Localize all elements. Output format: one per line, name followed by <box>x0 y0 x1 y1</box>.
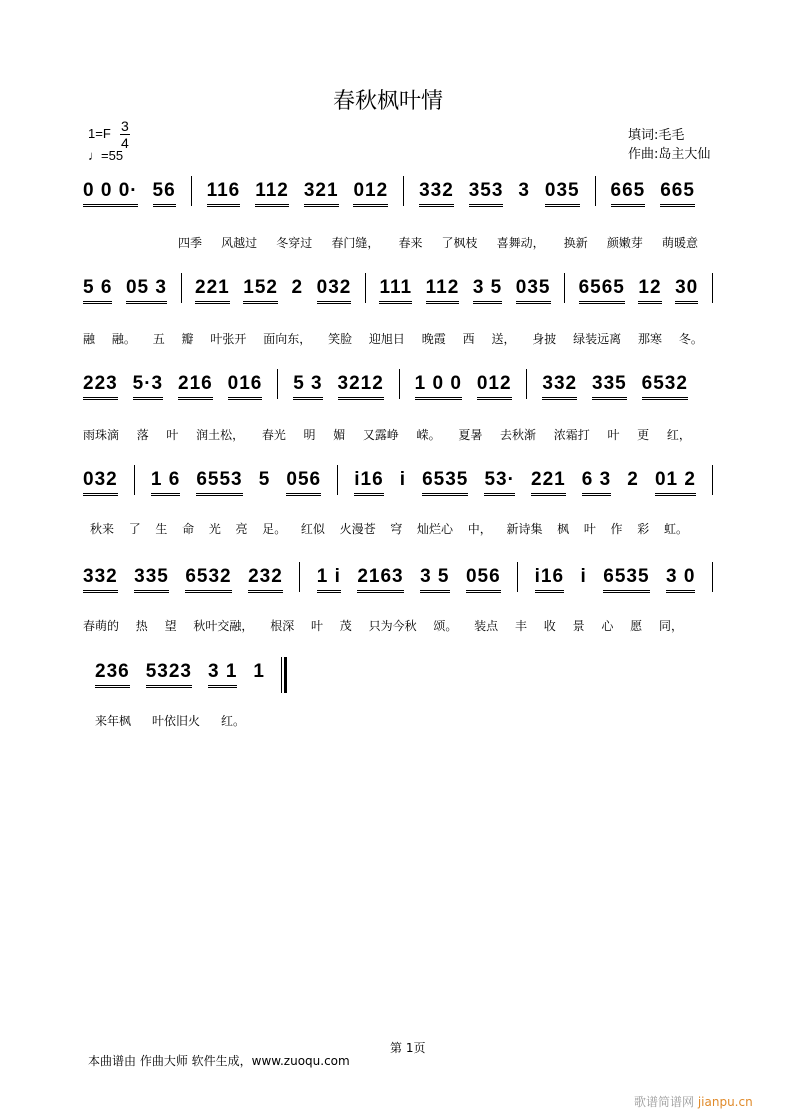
barline <box>517 562 518 592</box>
lyric: 只为今秋 <box>368 619 417 633</box>
notation-row <box>95 661 287 687</box>
lyric: 融。 <box>111 332 136 346</box>
barline <box>595 176 596 206</box>
note-group: 321 <box>304 180 339 207</box>
lyric: 根深 <box>270 619 295 633</box>
lyric: 足。 <box>262 522 287 536</box>
lyric: 亮 <box>235 522 248 536</box>
lyric: 萌暖意 <box>661 236 698 250</box>
lyric: 叶 <box>607 428 620 442</box>
barline <box>365 273 366 303</box>
notation-row <box>83 277 713 303</box>
lyric: 融 <box>83 332 96 346</box>
lyric: 迎旭日 <box>368 332 405 346</box>
note-group: 56 <box>153 180 176 207</box>
note-group: 0 0 0· <box>83 180 138 207</box>
lyric: 叶依旧火 <box>151 714 200 728</box>
note-group: 6553 <box>196 469 242 496</box>
lyric: 冬。 <box>678 332 703 346</box>
credits <box>628 126 710 164</box>
note-group: 05 3 <box>126 277 167 304</box>
barline <box>564 273 565 303</box>
lyric: 又露峥 <box>362 428 399 442</box>
lyric: 笑脸 <box>328 332 353 346</box>
note-group: 353 <box>469 180 504 207</box>
lyric: 西 <box>462 332 475 346</box>
note-group: 332 <box>83 566 118 593</box>
note-group: 032 <box>83 469 118 496</box>
notation-row <box>83 566 713 592</box>
note-group: 1 6 <box>151 469 180 496</box>
barline <box>191 176 192 206</box>
note-group: 3 1 <box>208 661 237 688</box>
lyrics-row <box>178 234 698 251</box>
lyric: 秋叶交融， <box>193 619 254 633</box>
note-group: 2163 <box>357 566 403 593</box>
note-group: 5 <box>258 469 271 490</box>
note-group: 056 <box>466 566 501 593</box>
lyric: 热 <box>135 619 148 633</box>
note-group: 6565 <box>579 277 625 304</box>
note-group: 5 3 <box>293 373 322 400</box>
lyrics-row <box>95 712 245 729</box>
note-group: 3 0 <box>666 566 695 593</box>
barline <box>134 465 135 495</box>
lyric: 同， <box>658 619 683 633</box>
note-group: i16 <box>535 566 564 593</box>
lyric: 收 <box>543 619 556 633</box>
note-group: 3 5 <box>420 566 449 593</box>
lyric: 春光 <box>261 428 286 442</box>
lyric: 瓣 <box>181 332 194 346</box>
barline <box>337 465 338 495</box>
lyric: 彩 <box>637 522 650 536</box>
lyric: 作 <box>610 522 623 536</box>
lyricist: 填词:毛毛 <box>628 128 685 143</box>
note-group: 032 <box>317 277 352 304</box>
note-group: 30 <box>675 277 698 304</box>
lyric: 中， <box>467 522 492 536</box>
note-group: 12 <box>638 277 661 304</box>
note-group: i <box>580 566 587 587</box>
lyric: 面向东， <box>263 332 312 346</box>
lyric: 风越过 <box>221 236 258 250</box>
lyric: 愿 <box>630 619 643 633</box>
note-group: 335 <box>134 566 169 593</box>
note-group: 6 3 <box>582 469 611 496</box>
notation-row <box>83 180 695 206</box>
note-group: 01 2 <box>655 469 696 496</box>
lyric: 叶张开 <box>210 332 247 346</box>
lyric: 生 <box>155 522 168 536</box>
lyrics-row <box>83 617 683 634</box>
lyric: 颜嫩芽 <box>606 236 643 250</box>
lyric: 光 <box>208 522 221 536</box>
note-group: 035 <box>516 277 551 304</box>
lyric: 晚霞 <box>421 332 446 346</box>
note-group: 332 <box>542 373 577 400</box>
note-group: 2 <box>291 277 304 298</box>
note-group: 6532 <box>642 373 688 400</box>
note-group: 6532 <box>185 566 231 593</box>
note-group: 2 <box>627 469 639 490</box>
note-group: 5323 <box>146 661 192 688</box>
notation-row <box>83 373 688 399</box>
lyrics-row <box>83 330 703 347</box>
song-title: 春秋枫叶情 <box>332 89 443 114</box>
key-signature: 1=F <box>88 126 111 141</box>
lyric: 明 <box>303 428 316 442</box>
barline <box>712 562 713 592</box>
barline <box>277 369 278 399</box>
lyric: 秋来 <box>90 522 115 536</box>
tempo-marking <box>88 148 123 163</box>
lyric: 红。 <box>220 714 245 728</box>
barline <box>399 369 400 399</box>
barline <box>712 465 713 495</box>
note-group: 1 0 0 <box>415 373 462 400</box>
lyric: 望 <box>164 619 177 633</box>
final-barline <box>281 657 287 693</box>
lyric: 媚 <box>333 428 346 442</box>
lyric: 命 <box>182 522 195 536</box>
lyric: 叶 <box>166 428 179 442</box>
lyric: 来年枫 <box>95 714 132 728</box>
lyric: 润土松， <box>196 428 245 442</box>
note-group: 5·3 <box>133 373 163 400</box>
note-group: 216 <box>178 373 213 400</box>
lyric: 换新 <box>563 236 588 250</box>
note-group: 035 <box>545 180 580 207</box>
lyric: 冬穿过 <box>276 236 313 250</box>
lyric: 了 <box>128 522 141 536</box>
note-group: 335 <box>592 373 627 400</box>
footer-credit: 本曲谱由 作曲大师 软件生成，www.zuoqu.com <box>88 1054 350 1068</box>
note-group: 6535 <box>422 469 468 496</box>
lyric: 春门缝， <box>331 236 380 250</box>
note-group: 3 <box>518 180 530 201</box>
note-group: 665 <box>660 180 695 207</box>
lyric: 穹 <box>390 522 403 536</box>
quarter-note-icon: ♩ <box>88 148 101 163</box>
note-group: i <box>399 469 407 490</box>
lyrics-row <box>83 426 691 443</box>
note-group: 223 <box>83 373 118 400</box>
lyric: 丰 <box>514 619 527 633</box>
lyric: 装点 <box>474 619 499 633</box>
lyric: 四季 <box>178 236 203 250</box>
lyric: 雨珠滴 <box>83 428 120 442</box>
note-group: 236 <box>95 661 130 688</box>
notation-row <box>83 469 713 495</box>
tempo-value: =55 <box>101 148 124 163</box>
note-group: 53· <box>484 469 514 496</box>
lyric: 景 <box>572 619 585 633</box>
note-group: 1 i <box>317 566 341 593</box>
lyric: 浓霜打 <box>553 428 590 442</box>
note-group: 016 <box>228 373 263 400</box>
barline <box>181 273 182 303</box>
lyric: 那寒 <box>637 332 662 346</box>
note-group: 1 <box>253 661 265 682</box>
lyric: 叶 <box>310 619 323 633</box>
lyric: 红似 <box>300 522 325 536</box>
lyric: 茂 <box>339 619 352 633</box>
lyric: 红， <box>666 428 691 442</box>
note-group: 112 <box>426 277 460 304</box>
lyric: 喜舞动， <box>496 236 545 250</box>
note-group: i16 <box>354 469 383 496</box>
lyric: 去秋渐 <box>500 428 537 442</box>
lyric: 了枫枝 <box>441 236 478 250</box>
barline <box>403 176 404 206</box>
barline <box>299 562 300 592</box>
lyric: 枫 <box>557 522 570 536</box>
lyric: 更 <box>637 428 650 442</box>
time-signature <box>120 118 130 151</box>
note-group: 221 <box>195 277 230 304</box>
lyric: 灿烂心 <box>417 522 454 536</box>
note-group: 116 <box>207 180 241 207</box>
composer: 作曲:岛主大仙 <box>628 147 711 162</box>
page-number: 第 1页 <box>390 1041 426 1055</box>
note-group: 111 <box>379 277 412 304</box>
note-group: 012 <box>477 373 512 400</box>
note-group: 112 <box>255 180 289 207</box>
lyric: 春来 <box>398 236 423 250</box>
note-group: 3 5 <box>473 277 502 304</box>
lyric: 春萌的 <box>83 619 120 633</box>
lyric: 身披 <box>532 332 557 346</box>
note-group: 5 6 <box>83 277 112 304</box>
time-signature-top: 3 <box>121 118 129 134</box>
lyric: 颂。 <box>433 619 458 633</box>
watermark: 歌谱简谱网 jianpu.cn <box>634 1095 753 1109</box>
lyrics-row <box>90 520 688 537</box>
lyric: 嵘。 <box>416 428 441 442</box>
note-group: 3212 <box>338 373 384 400</box>
time-signature-bottom: 4 <box>121 135 129 151</box>
note-group: 056 <box>286 469 321 496</box>
note-group: 012 <box>353 180 388 207</box>
note-group: 665 <box>611 180 646 207</box>
lyric: 送， <box>491 332 516 346</box>
note-group: 332 <box>419 180 454 207</box>
lyric: 虹。 <box>663 522 688 536</box>
barline <box>712 273 713 303</box>
lyric: 新诗集 <box>506 522 543 536</box>
barline <box>526 369 527 399</box>
note-group: 221 <box>531 469 566 496</box>
lyric: 心 <box>601 619 614 633</box>
lyric: 五 <box>152 332 165 346</box>
lyric: 叶 <box>583 522 596 536</box>
lyric: 夏暑 <box>458 428 483 442</box>
lyric: 绿装远离 <box>573 332 622 346</box>
note-group: 232 <box>248 566 283 593</box>
note-group: 152 <box>243 277 278 304</box>
lyric: 火漫苍 <box>339 522 376 536</box>
note-group: 6535 <box>603 566 649 593</box>
lyric: 落 <box>136 428 149 442</box>
